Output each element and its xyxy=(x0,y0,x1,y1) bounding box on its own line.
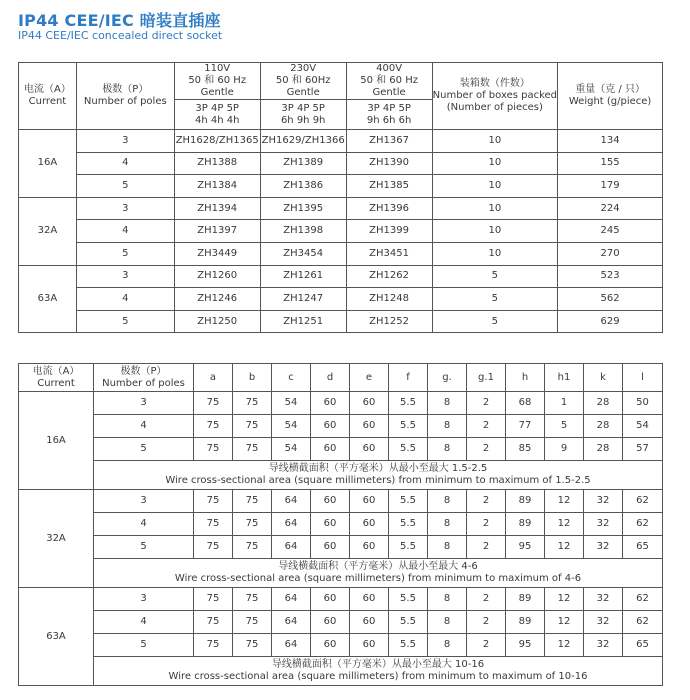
wire-note xyxy=(94,461,663,490)
weight-cell: 179 xyxy=(558,175,663,198)
dim-value-cell: 60 xyxy=(311,536,350,559)
dim-value-cell: 2 xyxy=(467,611,506,634)
table-row xyxy=(19,197,663,220)
dim-value-cell: 12 xyxy=(545,536,584,559)
wire-note-en: Wire cross-sectional area (square millimeters) from minimum to maximum of 10-16 xyxy=(168,671,588,682)
poles-cell: 3 xyxy=(76,265,174,288)
wire-note-en: Wire cross-sectional area (square millimeters) from minimum to maximum of 1.5-2.5 xyxy=(165,475,591,486)
dim-value-cell: 2 xyxy=(467,392,506,415)
v230-cell: ZH1386 xyxy=(260,175,346,198)
v110-cell: ZH1388 xyxy=(174,152,260,175)
dim-value-cell: 95 xyxy=(506,634,545,657)
dim-value-cell: 60 xyxy=(311,438,350,461)
v400-cell: ZH1390 xyxy=(346,152,432,175)
dim-value-cell: 2 xyxy=(467,588,506,611)
dim-value-cell: 75 xyxy=(233,634,272,657)
dim-value-cell: 8 xyxy=(428,415,467,438)
dim-value-cell: 77 xyxy=(506,415,545,438)
weight-cell: 134 xyxy=(558,130,663,153)
dim-value-cell: 8 xyxy=(428,513,467,536)
boxes-cell: 10 xyxy=(432,152,558,175)
weight-cell: 270 xyxy=(558,242,663,265)
current-cell: 16A xyxy=(19,392,94,490)
dim-value-cell: 75 xyxy=(194,634,233,657)
dim-value-cell: 28 xyxy=(584,415,623,438)
table-row xyxy=(19,634,663,657)
dim-header-1: b xyxy=(233,364,272,392)
wire-note-en: Wire cross-sectional area (square millimeters) from minimum to maximum of 4-6 xyxy=(174,573,582,584)
dim-value-cell: 75 xyxy=(233,415,272,438)
dim-value-cell: 75 xyxy=(194,588,233,611)
poles-cell: 4 xyxy=(94,611,194,634)
dim-value-cell: 12 xyxy=(545,588,584,611)
table-row xyxy=(19,588,663,611)
dim-value-cell: 75 xyxy=(233,513,272,536)
poles-cell: 3 xyxy=(76,197,174,220)
dim-value-cell: 64 xyxy=(272,634,311,657)
dim-value-cell: 5.5 xyxy=(389,588,428,611)
v230-cell: ZH1398 xyxy=(260,220,346,243)
boxes-cell: 5 xyxy=(432,288,558,311)
dim-header-8: h xyxy=(506,364,545,392)
dim-value-cell: 28 xyxy=(584,392,623,415)
boxes-cell: 10 xyxy=(432,242,558,265)
v400-cell: ZH1252 xyxy=(346,310,432,333)
v110-cell: ZH1250 xyxy=(174,310,260,333)
dim-value-cell: 5 xyxy=(545,415,584,438)
dim-value-cell: 75 xyxy=(233,438,272,461)
dim-value-cell: 64 xyxy=(272,513,311,536)
v110-cell: ZH3449 xyxy=(174,242,260,265)
dim-value-cell: 60 xyxy=(311,490,350,513)
dim-value-cell: 75 xyxy=(194,490,233,513)
table-row xyxy=(19,265,663,288)
v230-cell: ZH3454 xyxy=(260,242,346,265)
v230-cell: ZH1251 xyxy=(260,310,346,333)
dim-value-cell: 8 xyxy=(428,392,467,415)
dim-value-cell: 60 xyxy=(350,536,389,559)
poles-cell: 4 xyxy=(76,220,174,243)
dim-value-cell: 8 xyxy=(428,611,467,634)
dim-value-cell: 5.5 xyxy=(389,392,428,415)
table-row xyxy=(19,536,663,559)
dim-value-cell: 89 xyxy=(506,588,545,611)
page-title: IP44 CEE/IEC 暗装直插座 xyxy=(18,11,221,30)
dim-value-cell: 60 xyxy=(350,634,389,657)
dim-value-cell: 62 xyxy=(623,490,663,513)
dim-value-cell: 32 xyxy=(584,513,623,536)
dim-value-cell: 85 xyxy=(506,438,545,461)
table-row xyxy=(19,392,663,415)
wire-note-row xyxy=(19,461,663,490)
dim-value-cell: 12 xyxy=(545,490,584,513)
v400-cell: ZH1262 xyxy=(346,265,432,288)
dim-value-cell: 75 xyxy=(233,536,272,559)
v230-cell: ZH1395 xyxy=(260,197,346,220)
dim-value-cell: 12 xyxy=(545,634,584,657)
dim-value-cell: 95 xyxy=(506,536,545,559)
boxes-cell: 5 xyxy=(432,310,558,333)
dim-value-cell: 89 xyxy=(506,611,545,634)
dim-value-cell: 89 xyxy=(506,490,545,513)
dim-value-cell: 65 xyxy=(623,536,663,559)
header-230v-poles: 3P 4P 5P 6h 9h 9h xyxy=(260,100,346,130)
header-current: 电流（A） Current xyxy=(19,63,77,130)
dim-value-cell: 2 xyxy=(467,438,506,461)
poles-cell: 4 xyxy=(76,152,174,175)
dim-value-cell: 75 xyxy=(194,611,233,634)
dim-value-cell: 75 xyxy=(194,415,233,438)
dim-value-cell: 60 xyxy=(311,392,350,415)
dim-value-cell: 64 xyxy=(272,611,311,634)
dim-value-cell: 60 xyxy=(311,415,350,438)
dim-value-cell: 8 xyxy=(428,634,467,657)
dim-value-cell: 5.5 xyxy=(389,438,428,461)
dim-value-cell: 5.5 xyxy=(389,490,428,513)
boxes-cell: 5 xyxy=(432,265,558,288)
dim-value-cell: 8 xyxy=(428,536,467,559)
dim-value-cell: 60 xyxy=(350,415,389,438)
poles-cell: 3 xyxy=(94,392,194,415)
dimensions-table xyxy=(18,363,663,686)
boxes-cell: 10 xyxy=(432,175,558,198)
dim-value-cell: 60 xyxy=(311,611,350,634)
current-cell: 63A xyxy=(19,588,94,686)
poles-cell: 5 xyxy=(76,310,174,333)
dim-value-cell: 89 xyxy=(506,513,545,536)
v230-cell: ZH1389 xyxy=(260,152,346,175)
dim-value-cell: 60 xyxy=(350,588,389,611)
v400-cell: ZH1385 xyxy=(346,175,432,198)
wire-note-cn: 导线横截面积（平方毫米）从最小至最大 4-6 xyxy=(278,561,478,572)
header-boxes: 装箱数（件数） Number of boxes packed (Number of pieces) xyxy=(432,63,558,130)
wire-note-row xyxy=(19,559,663,588)
dim-value-cell: 60 xyxy=(350,513,389,536)
dim-header-current: 电流（A） Current xyxy=(19,364,94,392)
dim-header-7: g.1 xyxy=(467,364,506,392)
weight-cell: 523 xyxy=(558,265,663,288)
dim-value-cell: 5.5 xyxy=(389,536,428,559)
dim-header-4: e xyxy=(350,364,389,392)
weight-cell: 224 xyxy=(558,197,663,220)
v230-cell: ZH1261 xyxy=(260,265,346,288)
dim-value-cell: 8 xyxy=(428,588,467,611)
v400-cell: ZH1399 xyxy=(346,220,432,243)
v400-cell: ZH1248 xyxy=(346,288,432,311)
poles-cell: 3 xyxy=(94,588,194,611)
dim-value-cell: 12 xyxy=(545,611,584,634)
table-row xyxy=(19,220,663,243)
weight-cell: 245 xyxy=(558,220,663,243)
current-cell: 16A xyxy=(19,130,77,198)
poles-cell: 4 xyxy=(76,288,174,311)
dim-header-3: d xyxy=(311,364,350,392)
dim-value-cell: 5.5 xyxy=(389,634,428,657)
dim-value-cell: 2 xyxy=(467,415,506,438)
dim-value-cell: 75 xyxy=(194,438,233,461)
dim-value-cell: 75 xyxy=(194,392,233,415)
dim-value-cell: 2 xyxy=(467,634,506,657)
poles-cell: 4 xyxy=(94,415,194,438)
dim-header-0: a xyxy=(194,364,233,392)
v230-cell: ZH1629/ZH1366 xyxy=(260,130,346,153)
dim-value-cell: 28 xyxy=(584,438,623,461)
dim-value-cell: 60 xyxy=(311,634,350,657)
table-row xyxy=(19,310,663,333)
poles-cell: 5 xyxy=(94,634,194,657)
dim-value-cell: 1 xyxy=(545,392,584,415)
dim-value-cell: 60 xyxy=(311,588,350,611)
dim-value-cell: 54 xyxy=(623,415,663,438)
weight-cell: 155 xyxy=(558,152,663,175)
table-row xyxy=(19,288,663,311)
v400-cell: ZH1367 xyxy=(346,130,432,153)
dim-value-cell: 75 xyxy=(233,588,272,611)
dim-value-cell: 12 xyxy=(545,513,584,536)
dim-value-cell: 5.5 xyxy=(389,513,428,536)
dim-value-cell: 2 xyxy=(467,513,506,536)
header-weight: 重量（克 / 只） Weight (g/piece) xyxy=(558,63,663,130)
dim-value-cell: 32 xyxy=(584,588,623,611)
dim-value-cell: 60 xyxy=(350,611,389,634)
table-row xyxy=(19,242,663,265)
page-subtitle: IP44 CEE/IEC concealed direct socket xyxy=(18,29,223,42)
poles-cell: 5 xyxy=(76,175,174,198)
product-codes-table xyxy=(18,62,663,333)
current-cell: 32A xyxy=(19,197,77,265)
dim-header-11: l xyxy=(623,364,663,392)
table-row xyxy=(19,513,663,536)
dim-value-cell: 32 xyxy=(584,536,623,559)
dim-value-cell: 2 xyxy=(467,536,506,559)
dim-value-cell: 75 xyxy=(194,536,233,559)
dim-value-cell: 8 xyxy=(428,490,467,513)
header-poles: 极数（P） Number of poles xyxy=(76,63,174,130)
dim-value-cell: 32 xyxy=(584,490,623,513)
dim-value-cell: 2 xyxy=(467,490,506,513)
dim-header-10: k xyxy=(584,364,623,392)
dim-value-cell: 5.5 xyxy=(389,611,428,634)
v110-cell: ZH1628/ZH1365 xyxy=(174,130,260,153)
poles-cell: 3 xyxy=(94,490,194,513)
header-110v: 110V 50 和 60 Hz Gentle xyxy=(174,63,260,100)
boxes-cell: 10 xyxy=(432,197,558,220)
dim-value-cell: 62 xyxy=(623,611,663,634)
v400-cell: ZH3451 xyxy=(346,242,432,265)
wire-note xyxy=(94,657,663,686)
dim-value-cell: 75 xyxy=(194,513,233,536)
table-row xyxy=(19,130,663,153)
header-400v: 400V 50 和 60 Hz Gentle xyxy=(346,63,432,100)
dim-value-cell: 75 xyxy=(233,611,272,634)
dim-value-cell: 54 xyxy=(272,438,311,461)
header-400v-poles: 3P 4P 5P 9h 6h 6h xyxy=(346,100,432,130)
dim-value-cell: 68 xyxy=(506,392,545,415)
dim-value-cell: 54 xyxy=(272,392,311,415)
weight-cell: 562 xyxy=(558,288,663,311)
dim-value-cell: 32 xyxy=(584,611,623,634)
dim-value-cell: 9 xyxy=(545,438,584,461)
dim-header-9: h1 xyxy=(545,364,584,392)
dim-value-cell: 64 xyxy=(272,490,311,513)
v110-cell: ZH1397 xyxy=(174,220,260,243)
dim-header-poles: 极数（P） Number of poles xyxy=(94,364,194,392)
dim-value-cell: 50 xyxy=(623,392,663,415)
boxes-cell: 10 xyxy=(432,220,558,243)
dim-value-cell: 60 xyxy=(350,490,389,513)
v400-cell: ZH1396 xyxy=(346,197,432,220)
wire-note-row xyxy=(19,657,663,686)
dim-value-cell: 62 xyxy=(623,513,663,536)
v110-cell: ZH1384 xyxy=(174,175,260,198)
weight-cell: 629 xyxy=(558,310,663,333)
dim-value-cell: 57 xyxy=(623,438,663,461)
table-row xyxy=(19,611,663,634)
v110-cell: ZH1394 xyxy=(174,197,260,220)
table-row xyxy=(19,415,663,438)
dim-value-cell: 32 xyxy=(584,634,623,657)
dim-value-cell: 75 xyxy=(233,392,272,415)
dim-header-5: f xyxy=(389,364,428,392)
table-row xyxy=(19,438,663,461)
poles-cell: 5 xyxy=(76,242,174,265)
header-230v: 230V 50 和 60Hz Gentle xyxy=(260,63,346,100)
dim-value-cell: 60 xyxy=(350,438,389,461)
dim-value-cell: 62 xyxy=(623,588,663,611)
dim-header-6: g. xyxy=(428,364,467,392)
wire-note-cn: 导线横截面积（平方毫米）从最小至最大 10-16 xyxy=(271,659,485,670)
poles-cell: 4 xyxy=(94,513,194,536)
table-row xyxy=(19,175,663,198)
v110-cell: ZH1260 xyxy=(174,265,260,288)
dim-value-cell: 64 xyxy=(272,588,311,611)
dim-value-cell: 64 xyxy=(272,536,311,559)
current-cell: 63A xyxy=(19,265,77,333)
dim-value-cell: 65 xyxy=(623,634,663,657)
header-110v-poles: 3P 4P 5P 4h 4h 4h xyxy=(174,100,260,130)
dim-value-cell: 5.5 xyxy=(389,415,428,438)
poles-cell: 5 xyxy=(94,438,194,461)
wire-note-cn: 导线横截面积（平方毫米）从最小至最大 1.5-2.5 xyxy=(268,463,488,474)
dim-value-cell: 60 xyxy=(350,392,389,415)
wire-note xyxy=(94,559,663,588)
table-row xyxy=(19,152,663,175)
dim-value-cell: 75 xyxy=(233,490,272,513)
dim-value-cell: 54 xyxy=(272,415,311,438)
dim-header-2: c xyxy=(272,364,311,392)
v230-cell: ZH1247 xyxy=(260,288,346,311)
dim-value-cell: 60 xyxy=(311,513,350,536)
boxes-cell: 10 xyxy=(432,130,558,153)
poles-cell: 3 xyxy=(76,130,174,153)
table-row xyxy=(19,490,663,513)
v110-cell: ZH1246 xyxy=(174,288,260,311)
dim-value-cell: 8 xyxy=(428,438,467,461)
poles-cell: 5 xyxy=(94,536,194,559)
current-cell: 32A xyxy=(19,490,94,588)
